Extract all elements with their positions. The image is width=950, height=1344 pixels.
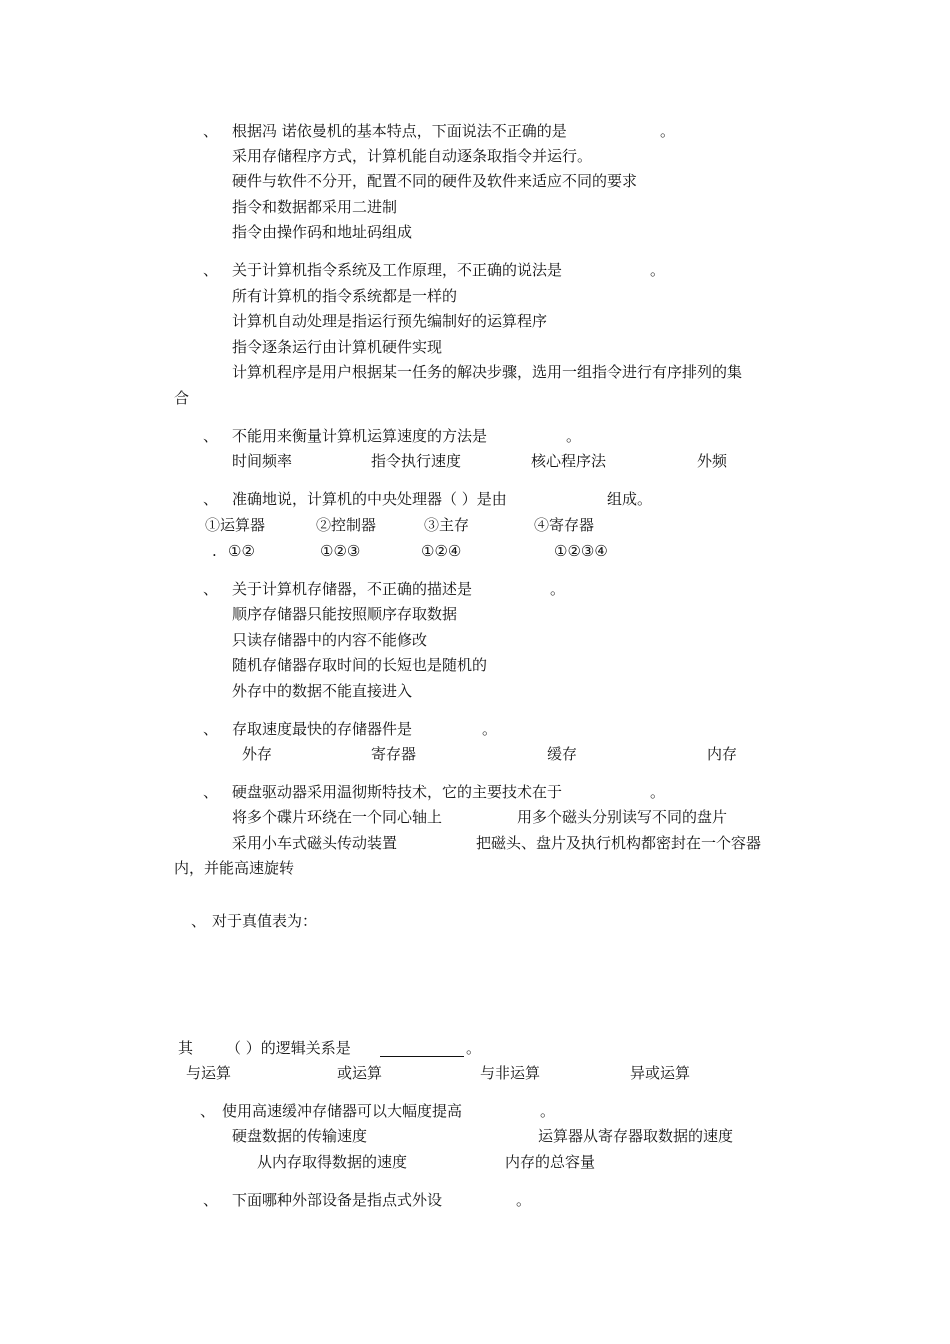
question-stem: 根据冯 诺依曼机的基本特点，下面说法不正确的是 [232,122,567,140]
option-c: 缓存 [547,745,578,763]
option-a: 所有计算机的指令系统都是一样的 [232,287,458,305]
question-stem: 下面哪种外部设备是指点式外设 [232,1191,443,1209]
question-separator: 、 [203,122,219,140]
option-b: 运算器从寄存器取数据的速度 [538,1127,734,1145]
question-stem: 关于计算机指令系统及工作原理，不正确的说法是 [232,261,563,279]
option-a: 与运算 [186,1064,232,1082]
option-a: ①② [228,542,255,560]
options-lead: . [212,542,217,560]
question-end: 。 [566,427,582,445]
option-b: 计算机自动处理是指运行预先编制好的运算程序 [232,312,548,330]
question-separator: 、 [203,427,219,445]
question-end: 。 [550,580,566,598]
question-separator: 、 [203,490,219,508]
option-d: ①②③④ [554,542,608,560]
option-a: 硬盘数据的传输速度 [232,1127,368,1145]
question-end: 。 [482,720,498,738]
option-b: ①②③ [320,542,361,560]
option-c: 从内存取得数据的速度 [257,1153,408,1171]
question-separator: 、 [203,1191,219,1209]
question-separator: 、 [203,720,219,738]
option-b: 只读存储器中的内容不能修改 [232,631,428,649]
option-a: 外存 [242,745,273,763]
question-end: 。 [466,1039,482,1057]
option-a: 将多个碟片环绕在一个同心轴上 [232,808,443,826]
question-separator: 、 [191,912,207,930]
option-d-wrap: 合 [174,389,190,407]
option-d: 内存的总容量 [505,1153,596,1171]
follow-text-b: （ ）的逻辑关系是 [226,1039,351,1057]
question-stem: 使用高速缓冲存储器可以大幅度提高 [222,1102,463,1120]
option-b: 或运算 [337,1064,383,1082]
option-c: ①②④ [421,542,462,560]
option-d: 外存中的数据不能直接进入 [232,682,413,700]
question-end: 组成。 [607,490,653,508]
option-d: 异或运算 [630,1064,691,1082]
question-stem: 存取速度最快的存储器件是 [232,720,413,738]
option-d: 把磁头、盘片及执行机构都密封在一个容器 [476,834,762,852]
question-end: 。 [540,1102,556,1120]
question-end: 。 [650,783,666,801]
option-a: 采用存储程序方式，计算机能自动逐条取指令并运行。 [232,147,593,165]
option-d: 内存 [707,745,738,763]
question-separator: 、 [200,1102,216,1120]
question-separator: 、 [203,261,219,279]
item-3: ③主存 [424,516,470,534]
item-4: ④寄存器 [534,516,595,534]
option-b: 硬件与软件不分开，配置不同的硬件及软件来适应不同的要求 [232,172,638,190]
follow-text-a: 其 [178,1039,194,1057]
option-d: 外频 [697,452,728,470]
question-stem: 对于真值表为： [212,912,318,930]
option-d-wrap: 内，并能高速旋转 [174,859,295,877]
option-c: 核心程序法 [531,452,607,470]
question-stem: 不能用来衡量计算机运算速度的方法是 [232,427,488,445]
option-b: 用多个磁头分别读写不同的盘片 [517,808,728,826]
option-b: 寄存器 [371,745,417,763]
item-1: ①运算器 [205,516,266,534]
answer-blank [380,1041,464,1057]
option-c: 指令逐条运行由计算机硬件实现 [232,338,443,356]
question-separator: 、 [203,783,219,801]
item-2: ②控制器 [316,516,377,534]
option-a: 顺序存储器只能按照顺序存取数据 [232,605,458,623]
question-stem: 准确地说，计算机的中央处理器（ ）是由 [232,490,507,508]
question-end: 。 [650,261,666,279]
question-separator: 、 [203,580,219,598]
option-d: 指令由操作码和地址码组成 [232,223,413,241]
option-d: 计算机程序是用户根据某一任务的解决步骤，选用一组指令进行有序排列的集 [232,363,743,381]
option-b: 指令执行速度 [371,452,462,470]
question-end: 。 [516,1191,532,1209]
question-stem: 硬盘驱动器采用温彻斯特技术，它的主要技术在于 [232,783,563,801]
option-c: 与非运算 [480,1064,541,1082]
option-c: 随机存储器存取时间的长短也是随机的 [232,656,488,674]
option-c: 采用小车式磁头传动装置 [232,834,398,852]
question-end: 。 [660,122,676,140]
option-c: 指令和数据都采用二进制 [232,198,398,216]
question-stem: 关于计算机存储器，不正确的描述是 [232,580,473,598]
option-a: 时间频率 [232,452,293,470]
